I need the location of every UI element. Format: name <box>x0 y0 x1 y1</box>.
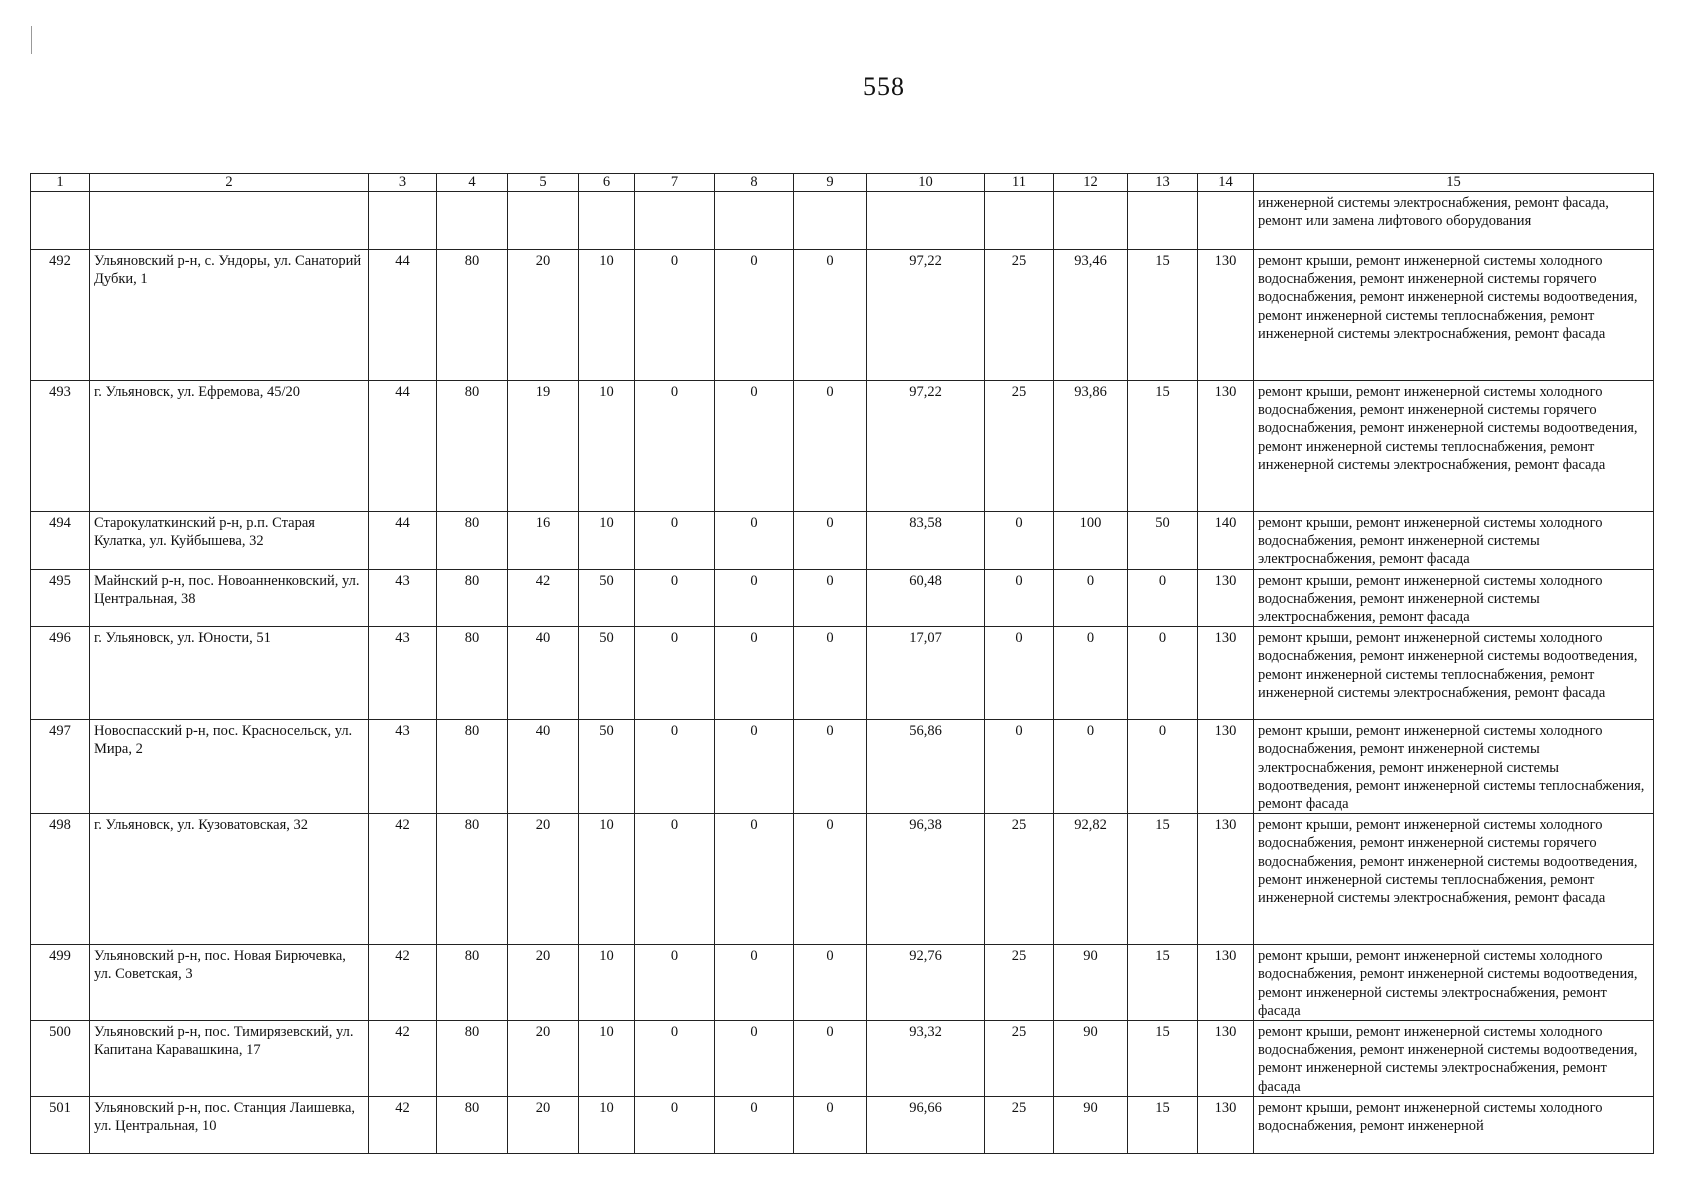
address-cell: г. Ульяновск, ул. Юности, 51 <box>90 627 369 720</box>
numeric-cell: 25 <box>985 381 1054 512</box>
numeric-cell: 93,32 <box>867 1021 985 1097</box>
numeric-cell <box>369 192 437 250</box>
repair-works-cell: ремонт крыши, ремонт инженерной системы холодного водоснабжения, ремонт инженерной системы электроснабжения, ремонт инженерной системы водоотведения, ремонт инженерной системы теплоснабжения, ремонт фасада <box>1254 720 1654 814</box>
numeric-cell: 15 <box>1128 814 1198 945</box>
table-row <box>31 945 1654 1021</box>
numeric-cell: 10 <box>579 814 635 945</box>
numeric-cell: 0 <box>715 720 794 814</box>
numeric-cell: 50 <box>579 569 635 627</box>
numeric-cell: 0 <box>715 381 794 512</box>
numeric-cell: 50 <box>1128 512 1198 570</box>
numeric-cell: 80 <box>437 250 508 381</box>
numeric-cell: 44 <box>369 250 437 381</box>
numeric-cell <box>437 192 508 250</box>
column-number-header: 15 <box>1254 174 1654 192</box>
repair-works-cell: ремонт крыши, ремонт инженерной системы холодного водоснабжения, ремонт инженерной <box>1254 1096 1654 1153</box>
numeric-cell: 15 <box>1128 1096 1198 1153</box>
row-number-cell: 492 <box>31 250 90 381</box>
numeric-cell: 0 <box>985 720 1054 814</box>
column-number-header: 11 <box>985 174 1054 192</box>
address-cell: Ульяновский р-н, с. Ундоры, ул. Санаторий Дубки, 1 <box>90 250 369 381</box>
address-cell: г. Ульяновск, ул. Ефремова, 45/20 <box>90 381 369 512</box>
table-row <box>31 381 1654 512</box>
numeric-cell: 83,58 <box>867 512 985 570</box>
numeric-cell: 80 <box>437 1021 508 1097</box>
numeric-cell: 10 <box>579 381 635 512</box>
table-row <box>31 192 1654 250</box>
numeric-cell <box>867 192 985 250</box>
numeric-cell: 15 <box>1128 250 1198 381</box>
column-number-header: 13 <box>1128 174 1198 192</box>
address-cell <box>90 192 369 250</box>
numeric-cell <box>1054 192 1128 250</box>
numeric-cell: 10 <box>579 1096 635 1153</box>
column-number-header: 14 <box>1198 174 1254 192</box>
column-number-header: 4 <box>437 174 508 192</box>
numeric-cell: 0 <box>1054 720 1128 814</box>
address-cell: Ульяновский р-н, пос. Тимирязевский, ул. Капитана Каравашкина, 17 <box>90 1021 369 1097</box>
numeric-cell: 40 <box>508 627 579 720</box>
numeric-cell: 80 <box>437 512 508 570</box>
numeric-cell: 25 <box>985 814 1054 945</box>
numeric-cell: 0 <box>794 720 867 814</box>
table-row <box>31 1021 1654 1097</box>
numeric-cell: 0 <box>715 1021 794 1097</box>
numeric-cell <box>635 192 715 250</box>
row-number-cell <box>31 192 90 250</box>
table-row <box>31 569 1654 627</box>
numeric-cell: 0 <box>794 814 867 945</box>
numeric-cell: 80 <box>437 569 508 627</box>
column-number-header: 12 <box>1054 174 1128 192</box>
numeric-cell: 50 <box>579 720 635 814</box>
numeric-cell: 0 <box>1128 569 1198 627</box>
repair-works-cell: ремонт крыши, ремонт инженерной системы холодного водоснабжения, ремонт инженерной системы электроснабжения, ремонт фасада <box>1254 512 1654 570</box>
table-row <box>31 720 1654 814</box>
numeric-cell: 130 <box>1198 381 1254 512</box>
column-number-header: 7 <box>635 174 715 192</box>
numeric-cell: 0 <box>794 1096 867 1153</box>
numeric-cell: 90 <box>1054 1096 1128 1153</box>
numeric-cell: 0 <box>794 381 867 512</box>
repair-works-cell: ремонт крыши, ремонт инженерной системы холодного водоснабжения, ремонт инженерной системы горячего водоснабжения, ремонт инженерной системы водоотведения, ремонт инженерной системы теплоснабжения, ремонт инженерной системы электроснабжения, ремонт фасада <box>1254 381 1654 512</box>
numeric-cell <box>1198 192 1254 250</box>
numeric-cell: 130 <box>1198 1096 1254 1153</box>
numeric-cell: 0 <box>635 381 715 512</box>
numeric-cell: 130 <box>1198 627 1254 720</box>
numeric-cell: 0 <box>635 945 715 1021</box>
address-cell: Ульяновский р-н, пос. Новая Бирючевка, ул. Советская, 3 <box>90 945 369 1021</box>
numeric-cell: 50 <box>579 627 635 720</box>
numeric-cell: 17,07 <box>867 627 985 720</box>
numeric-cell: 25 <box>985 250 1054 381</box>
numeric-cell: 0 <box>635 814 715 945</box>
column-number-header: 3 <box>369 174 437 192</box>
numeric-cell: 15 <box>1128 1021 1198 1097</box>
row-number-cell: 497 <box>31 720 90 814</box>
numeric-cell <box>508 192 579 250</box>
page-number: 558 <box>863 72 905 101</box>
numeric-cell: 0 <box>1054 627 1128 720</box>
numeric-cell: 0 <box>635 1021 715 1097</box>
numeric-cell: 42 <box>369 1096 437 1153</box>
row-number-cell: 496 <box>31 627 90 720</box>
numeric-cell: 40 <box>508 720 579 814</box>
numeric-cell: 20 <box>508 1096 579 1153</box>
numeric-cell: 10 <box>579 250 635 381</box>
numeric-cell: 0 <box>794 250 867 381</box>
numeric-cell: 42 <box>508 569 579 627</box>
numeric-cell: 0 <box>794 512 867 570</box>
numeric-cell: 10 <box>579 945 635 1021</box>
numeric-cell: 20 <box>508 945 579 1021</box>
numeric-cell: 25 <box>985 945 1054 1021</box>
row-number-cell: 499 <box>31 945 90 1021</box>
row-number-cell: 498 <box>31 814 90 945</box>
numeric-cell: 97,22 <box>867 381 985 512</box>
numeric-cell: 0 <box>715 627 794 720</box>
address-cell: г. Ульяновск, ул. Кузоватовская, 32 <box>90 814 369 945</box>
numeric-cell: 0 <box>794 627 867 720</box>
table-row <box>31 250 1654 381</box>
numeric-cell: 130 <box>1198 945 1254 1021</box>
numeric-cell: 97,22 <box>867 250 985 381</box>
numeric-cell: 42 <box>369 1021 437 1097</box>
repair-works-cell: инженерной системы электроснабжения, ремонт фасада, ремонт или замена лифтового оборудования <box>1254 192 1654 250</box>
numeric-cell: 96,38 <box>867 814 985 945</box>
numeric-cell: 0 <box>715 945 794 1021</box>
numeric-cell: 100 <box>1054 512 1128 570</box>
table-row <box>31 814 1654 945</box>
numeric-cell: 130 <box>1198 250 1254 381</box>
row-number-cell: 493 <box>31 381 90 512</box>
numeric-cell: 96,66 <box>867 1096 985 1153</box>
numeric-cell <box>715 192 794 250</box>
column-number-header: 1 <box>31 174 90 192</box>
repair-works-cell: ремонт крыши, ремонт инженерной системы холодного водоснабжения, ремонт инженерной системы горячего водоснабжения, ремонт инженерной системы водоотведения, ремонт инженерной системы теплоснабжения, ремонт инженерной системы электроснабжения, ремонт фасада <box>1254 250 1654 381</box>
table-row <box>31 627 1654 720</box>
numeric-cell: 90 <box>1054 1021 1128 1097</box>
numeric-cell: 20 <box>508 1021 579 1097</box>
numeric-cell: 44 <box>369 512 437 570</box>
numeric-cell: 130 <box>1198 1021 1254 1097</box>
table-row <box>31 512 1654 570</box>
numeric-cell: 80 <box>437 814 508 945</box>
numeric-cell: 56,86 <box>867 720 985 814</box>
numeric-cell: 0 <box>985 569 1054 627</box>
numeric-cell: 60,48 <box>867 569 985 627</box>
numeric-cell: 16 <box>508 512 579 570</box>
numeric-cell: 130 <box>1198 569 1254 627</box>
row-number-cell: 494 <box>31 512 90 570</box>
numeric-cell: 93,46 <box>1054 250 1128 381</box>
column-number-header: 9 <box>794 174 867 192</box>
address-cell: Новоспасский р-н, пос. Красносельск, ул. Мира, 2 <box>90 720 369 814</box>
numeric-cell: 25 <box>985 1096 1054 1153</box>
numeric-cell: 10 <box>579 1021 635 1097</box>
numeric-cell: 15 <box>1128 381 1198 512</box>
numeric-cell: 43 <box>369 569 437 627</box>
numeric-cell: 80 <box>437 1096 508 1153</box>
numeric-cell: 140 <box>1198 512 1254 570</box>
numeric-cell: 0 <box>635 1096 715 1153</box>
numeric-cell: 92,76 <box>867 945 985 1021</box>
numeric-cell: 44 <box>369 381 437 512</box>
column-number-header-row <box>31 174 1654 192</box>
numeric-cell <box>985 192 1054 250</box>
numeric-cell: 0 <box>985 627 1054 720</box>
row-number-cell: 495 <box>31 569 90 627</box>
numeric-cell: 19 <box>508 381 579 512</box>
numeric-cell: 92,82 <box>1054 814 1128 945</box>
numeric-cell: 130 <box>1198 720 1254 814</box>
numeric-cell: 93,86 <box>1054 381 1128 512</box>
column-number-header: 5 <box>508 174 579 192</box>
numeric-cell: 25 <box>985 1021 1054 1097</box>
numeric-cell: 0 <box>794 1021 867 1097</box>
column-number-header: 8 <box>715 174 794 192</box>
column-number-header: 2 <box>90 174 369 192</box>
numeric-cell: 0 <box>635 720 715 814</box>
numeric-cell: 0 <box>794 569 867 627</box>
numeric-cell: 0 <box>635 512 715 570</box>
numeric-cell: 0 <box>635 627 715 720</box>
numeric-cell: 0 <box>1054 569 1128 627</box>
numeric-cell: 0 <box>1128 720 1198 814</box>
address-cell: Ульяновский р-н, пос. Станция Лаишевка, ул. Центральная, 10 <box>90 1096 369 1153</box>
numeric-cell: 90 <box>1054 945 1128 1021</box>
repair-program-table <box>30 173 1654 1154</box>
numeric-cell: 80 <box>437 945 508 1021</box>
table-row <box>31 1096 1654 1153</box>
numeric-cell: 80 <box>437 381 508 512</box>
numeric-cell: 0 <box>985 512 1054 570</box>
row-number-cell: 500 <box>31 1021 90 1097</box>
numeric-cell: 0 <box>794 945 867 1021</box>
repair-works-cell: ремонт крыши, ремонт инженерной системы холодного водоснабжения, ремонт инженерной системы горячего водоснабжения, ремонт инженерной системы водоотведения, ремонт инженерной системы теплоснабжения, ремонт инженерной системы электроснабжения, ремонт фасада <box>1254 814 1654 945</box>
numeric-cell <box>794 192 867 250</box>
numeric-cell: 0 <box>715 250 794 381</box>
numeric-cell: 0 <box>635 569 715 627</box>
numeric-cell: 0 <box>715 512 794 570</box>
repair-works-cell: ремонт крыши, ремонт инженерной системы холодного водоснабжения, ремонт инженерной системы электроснабжения, ремонт фасада <box>1254 569 1654 627</box>
address-cell: Старокулаткинский р-н, р.п. Старая Кулатка, ул. Куйбышева, 32 <box>90 512 369 570</box>
numeric-cell: 0 <box>635 250 715 381</box>
numeric-cell: 80 <box>437 720 508 814</box>
numeric-cell: 43 <box>369 627 437 720</box>
numeric-cell: 10 <box>579 512 635 570</box>
numeric-cell: 80 <box>437 627 508 720</box>
numeric-cell: 42 <box>369 945 437 1021</box>
repair-works-cell: ремонт крыши, ремонт инженерной системы холодного водоснабжения, ремонт инженерной системы водоотведения, ремонт инженерной системы теплоснабжения, ремонт инженерной системы электроснабжения, ремонт фасада <box>1254 627 1654 720</box>
numeric-cell: 0 <box>715 814 794 945</box>
column-number-header: 10 <box>867 174 985 192</box>
numeric-cell: 42 <box>369 814 437 945</box>
numeric-cell <box>1128 192 1198 250</box>
column-number-header: 6 <box>579 174 635 192</box>
repair-works-cell: ремонт крыши, ремонт инженерной системы холодного водоснабжения, ремонт инженерной системы водоотведения, ремонт инженерной системы электроснабжения, ремонт фасада <box>1254 945 1654 1021</box>
numeric-cell: 0 <box>715 569 794 627</box>
repair-works-cell: ремонт крыши, ремонт инженерной системы холодного водоснабжения, ремонт инженерной системы водоотведения, ремонт инженерной системы электроснабжения, ремонт фасада <box>1254 1021 1654 1097</box>
row-number-cell: 501 <box>31 1096 90 1153</box>
address-cell: Майнский р-н, пос. Новоанненковский, ул. Центральная, 38 <box>90 569 369 627</box>
numeric-cell: 15 <box>1128 945 1198 1021</box>
numeric-cell: 20 <box>508 250 579 381</box>
numeric-cell: 130 <box>1198 814 1254 945</box>
numeric-cell: 43 <box>369 720 437 814</box>
numeric-cell: 0 <box>1128 627 1198 720</box>
numeric-cell: 0 <box>715 1096 794 1153</box>
numeric-cell: 20 <box>508 814 579 945</box>
scan-edge-mark <box>31 26 32 54</box>
numeric-cell <box>579 192 635 250</box>
